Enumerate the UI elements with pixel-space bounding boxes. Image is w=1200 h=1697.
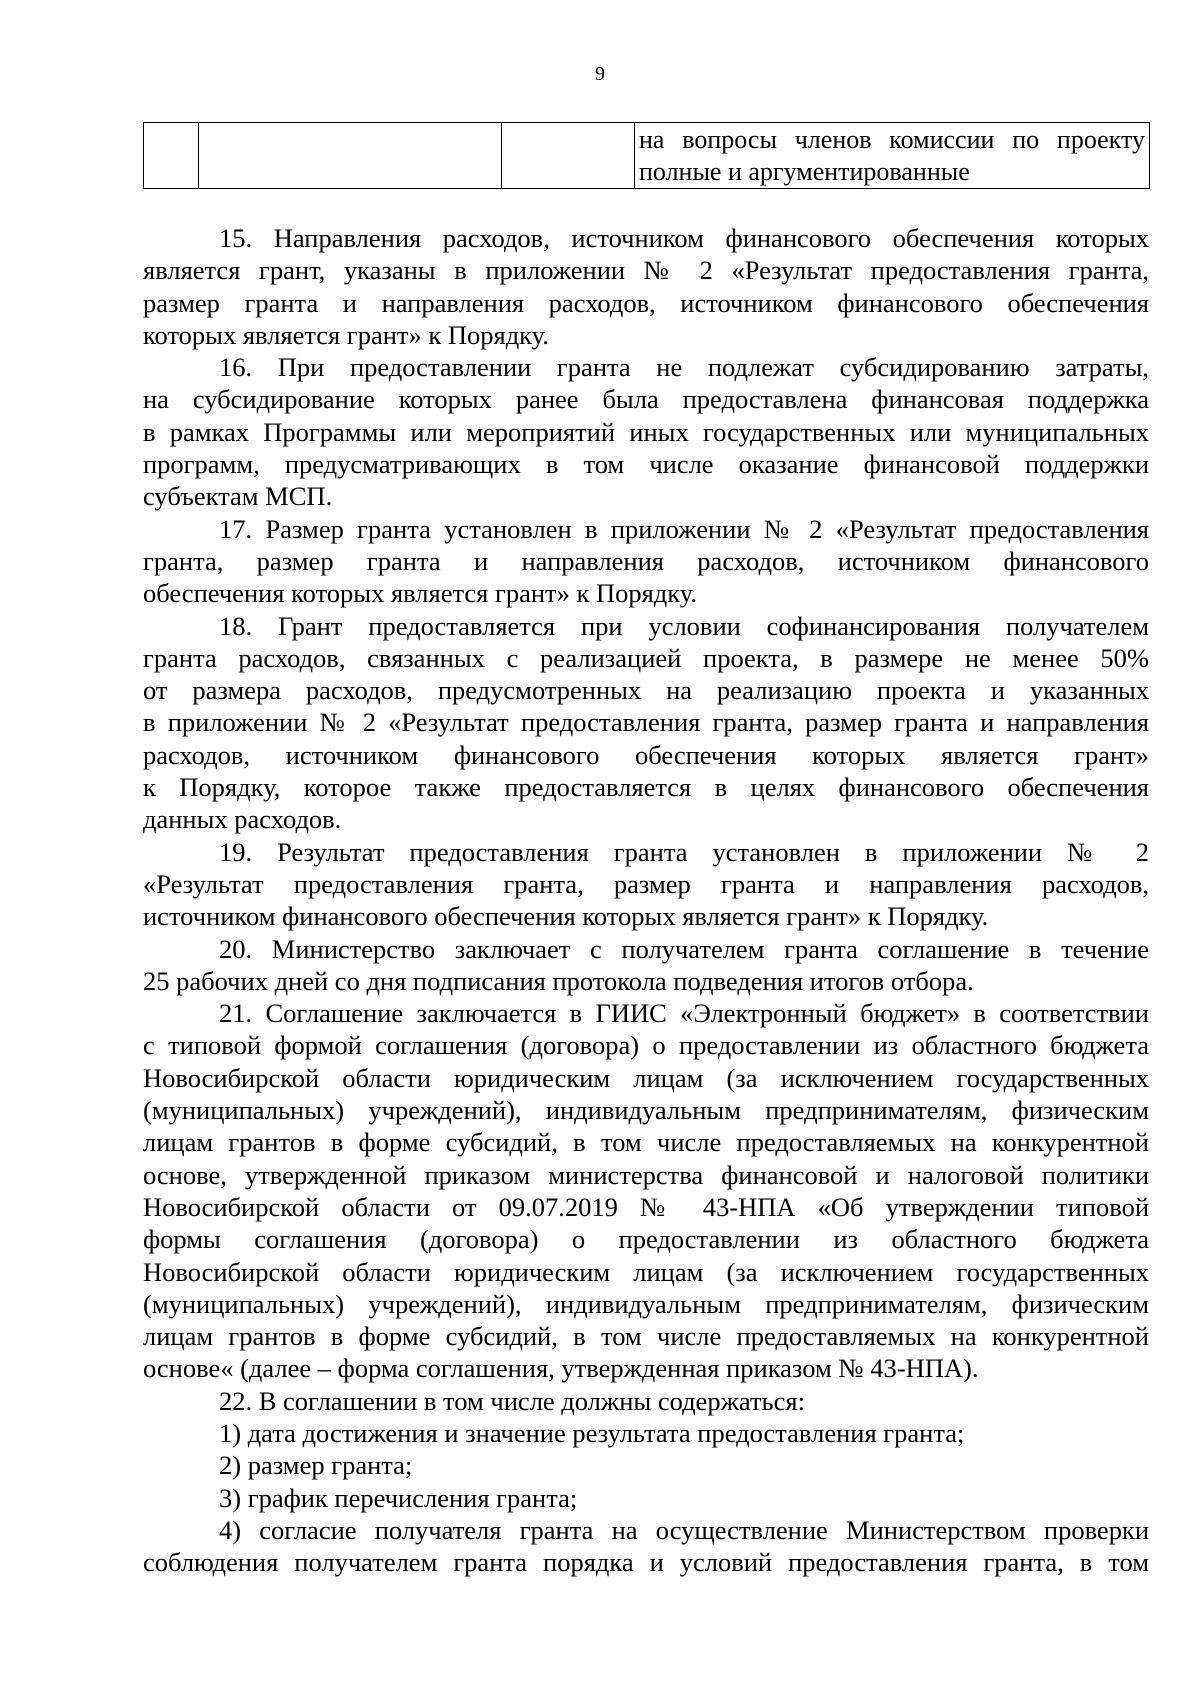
- paragraph-line: 18. Грант предоставляется при условии софинансирования получателем: [219, 610, 1149, 641]
- paragraph-p22-2: [143, 1449, 1149, 1481]
- table-cell-line: на вопросы членов комиссии по проекту: [639, 125, 1145, 154]
- paragraph-line: от размера расходов, предусмотренных на реализацию проекта и указанных: [143, 675, 1149, 706]
- paragraph-p22-4: [143, 1514, 1149, 1579]
- paragraph-line: 16. При предоставлении гранта не подлежат субсидированию затраты,: [219, 352, 1149, 383]
- paragraph-p22-1: [143, 1417, 1149, 1449]
- paragraph-line: в приложении № 2 «Результат предоставления гранта, размер гранта и направления: [143, 707, 1149, 738]
- paragraph-line: обеспечения которых является грант» к Порядку.: [143, 578, 698, 609]
- paragraph-line: 4) согласие получателя гранта на осуществление Министерством проверки: [219, 1514, 1149, 1545]
- table-cell-criterion: [199, 123, 502, 189]
- continuation-table: [143, 122, 1150, 189]
- paragraph-line: размер гранта и направления расходов, источником финансового обеспечения: [143, 287, 1149, 318]
- paragraph-p18: [143, 610, 1149, 836]
- paragraph-line: лицам грантов в форме субсидий, в том числе предоставляемых на конкурентной: [143, 1321, 1149, 1352]
- table-cell-description: [635, 123, 1150, 189]
- document-body: [143, 222, 1149, 1578]
- paragraph-line: 15. Направления расходов, источником финансового обеспечения которых: [219, 223, 1149, 253]
- paragraph-p22: [143, 1385, 1149, 1417]
- paragraph-p19: [143, 836, 1149, 933]
- paragraph-line: формы соглашения (договора) о предоставлении из областного бюджета: [143, 1224, 1149, 1255]
- paragraph-p17: [143, 513, 1149, 610]
- paragraph-line: 1) дата достижения и значение результата предоставления гранта;: [219, 1417, 965, 1448]
- paragraph-line: которых является грант» к Порядку.: [143, 319, 549, 350]
- paragraph-p15: [143, 222, 1149, 351]
- paragraph-line: программ, предусматривающих в том числе оказание финансовой поддержки: [143, 449, 1149, 480]
- paragraph-line: расходов, источником финансового обеспечения которых является грант»: [143, 739, 1149, 770]
- paragraph-line: 21. Соглашение заключается в ГИИС «Электронный бюджет» в соответствии: [219, 998, 1149, 1029]
- paragraph-line: гранта, размер гранта и направления расходов, источником финансового: [143, 545, 1149, 576]
- paragraph-line: лицам грантов в форме субсидий, в том числе предоставляемых на конкурентной: [143, 1127, 1149, 1158]
- paragraph-line: «Результат предоставления гранта, размер гранта и направления расходов,: [143, 868, 1149, 899]
- paragraph-p21: [143, 997, 1149, 1385]
- paragraph-line: Новосибирской области юридическим лицам (за исключением государственных: [143, 1256, 1149, 1287]
- paragraph-line: Новосибирской области юридическим лицам (за исключением государственных: [143, 1062, 1149, 1093]
- paragraph-line: 17. Размер гранта установлен в приложении № 2 «Результат предоставления: [219, 513, 1149, 544]
- paragraph-line: 22. В соглашении в том числе должны содержаться:: [219, 1385, 805, 1416]
- paragraph-line: Новосибирской области от 09.07.2019 № 43-НПА «Об утверждении типовой: [143, 1191, 1149, 1222]
- paragraph-line: (муниципальных) учреждений), индивидуальным предпринимателям, физическим: [143, 1288, 1149, 1319]
- table-cell-score: [502, 123, 635, 189]
- paragraph-line: к Порядку, которое также предоставляется в целях финансового обеспечения: [143, 772, 1149, 803]
- paragraph-line: 20. Министерство заключает с получателем гранта соглашение в течение: [219, 933, 1149, 964]
- paragraph-line: данных расходов.: [143, 804, 342, 835]
- paragraph-p20: [143, 933, 1149, 998]
- paragraph-line: с типовой формой соглашения (договора) о предоставлении из областного бюджета: [143, 1030, 1149, 1061]
- paragraph-line: источником финансового обеспечения которых является грант» к Порядку.: [143, 901, 989, 932]
- paragraph-line: в рамках Программы или мероприятий иных государственных или муниципальных: [143, 416, 1149, 447]
- table-cell-line: полные и аргументированные: [639, 157, 970, 186]
- paragraph-line: 3) график перечисления гранта;: [219, 1482, 578, 1513]
- paragraph-line: основе, утвержденной приказом министерства финансовой и налоговой политики: [143, 1159, 1149, 1190]
- table-row: [144, 123, 1150, 189]
- paragraph-line: 25 рабочих дней со дня подписания протокола подведения итогов отбора.: [143, 965, 974, 996]
- table-cell-number: [144, 123, 199, 189]
- paragraph-line: 2) размер гранта;: [219, 1450, 413, 1481]
- paragraph-line: (муниципальных) учреждений), индивидуальным предпринимателям, физическим: [143, 1095, 1149, 1126]
- page-number: 9: [595, 63, 605, 85]
- paragraph-line: гранта расходов, связанных с реализацией проекта, в размере не менее 50%: [143, 642, 1149, 673]
- paragraph-line: субъектам МСП.: [143, 481, 333, 512]
- paragraph-line: на субсидирование которых ранее была предоставлена финансовая поддержка: [143, 384, 1149, 415]
- paragraph-line: соблюдения получателем гранта порядка и условий предоставления гранта, в том: [143, 1547, 1149, 1578]
- paragraph-p22-3: [143, 1482, 1149, 1514]
- paragraph-line: является грант, указаны в приложении № 2 «Результат предоставления гранта,: [143, 255, 1149, 286]
- paragraph-line: основе« (далее – форма соглашения, утвержденная приказом № 43-НПА).: [143, 1353, 979, 1384]
- paragraph-p16: [143, 351, 1149, 512]
- paragraph-line: 19. Результат предоставления гранта установлен в приложении № 2: [219, 836, 1149, 867]
